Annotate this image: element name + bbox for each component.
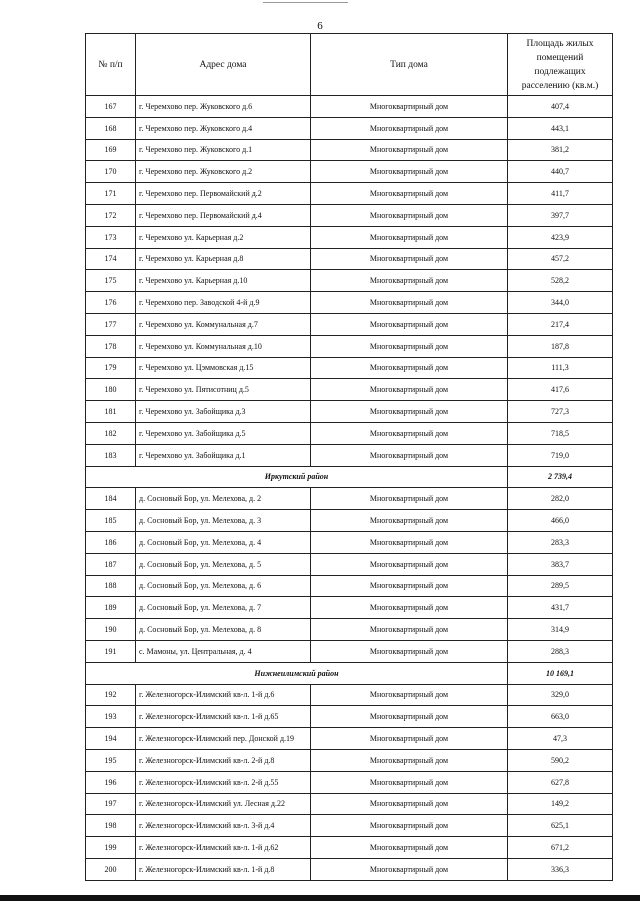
row-address: г. Черемхово пер. Первомайский д.2	[136, 183, 311, 205]
row-house-type: Многоквартирный дом	[311, 161, 508, 183]
bottom-scan-bar	[0, 895, 640, 901]
row-number: 191	[86, 640, 136, 662]
row-number: 176	[86, 292, 136, 314]
table-row	[86, 531, 613, 553]
table-row	[86, 204, 613, 226]
table-row	[86, 837, 613, 859]
row-address: д. Сосновый Бор, ул. Мелехова, д. 8	[136, 619, 311, 641]
table-body	[86, 96, 613, 881]
row-area: 289,5	[508, 575, 613, 597]
row-number: 196	[86, 771, 136, 793]
row-house-type: Многоквартирный дом	[311, 597, 508, 619]
row-number: 193	[86, 706, 136, 728]
row-address: г. Железногорск-Илимский кв-л. 2-й д.55	[136, 771, 311, 793]
row-address: г. Черемхово ул. Забойщика д.3	[136, 401, 311, 423]
header-area: Площадь жилых помещений подлежащих расселению (кв.м.)	[508, 34, 613, 96]
row-area: 440,7	[508, 161, 613, 183]
row-address: г. Черемхово ул. Карьерная д.2	[136, 226, 311, 248]
row-address: г. Железногорск-Илимский ул. Лесная д.22	[136, 793, 311, 815]
row-address: г. Железногорск-Илимский пер. Донской д.19	[136, 728, 311, 750]
row-number: 175	[86, 270, 136, 292]
row-number: 177	[86, 313, 136, 335]
row-number: 194	[86, 728, 136, 750]
table-row	[86, 226, 613, 248]
region-total-area: 2 739,4	[508, 466, 613, 488]
row-number: 195	[86, 749, 136, 771]
row-number: 200	[86, 858, 136, 880]
row-house-type: Многоквартирный дом	[311, 270, 508, 292]
row-area: 663,0	[508, 706, 613, 728]
row-house-type: Многоквартирный дом	[311, 793, 508, 815]
table-row	[86, 553, 613, 575]
row-house-type: Многоквартирный дом	[311, 553, 508, 575]
row-house-type: Многоквартирный дом	[311, 379, 508, 401]
row-number: 186	[86, 531, 136, 553]
row-address: д. Сосновый Бор, ул. Мелехова, д. 6	[136, 575, 311, 597]
table-row	[86, 401, 613, 423]
page-number: 6	[317, 20, 323, 32]
row-number: 167	[86, 96, 136, 118]
row-house-type: Многоквартирный дом	[311, 226, 508, 248]
row-number: 190	[86, 619, 136, 641]
row-address: г. Черемхово ул. Карьерная д.10	[136, 270, 311, 292]
row-address: г. Железногорск-Илимский кв-л. 1-й д.6	[136, 684, 311, 706]
row-house-type: Многоквартирный дом	[311, 401, 508, 423]
row-address: г. Железногорск-Илимский кв-л. 3-й д.4	[136, 815, 311, 837]
row-number: 183	[86, 444, 136, 466]
row-area: 719,0	[508, 444, 613, 466]
row-house-type: Многоквартирный дом	[311, 728, 508, 750]
row-area: 282,0	[508, 488, 613, 510]
row-address: д. Сосновый Бор, ул. Мелехова, д. 2	[136, 488, 311, 510]
row-address: д. Сосновый Бор, ул. Мелехова, д. 3	[136, 510, 311, 532]
row-house-type: Многоквартирный дом	[311, 575, 508, 597]
row-number: 187	[86, 553, 136, 575]
table-row	[86, 117, 613, 139]
table-row	[86, 597, 613, 619]
row-area: 283,3	[508, 531, 613, 553]
row-house-type: Многоквартирный дом	[311, 749, 508, 771]
row-area: 383,7	[508, 553, 613, 575]
row-house-type: Многоквартирный дом	[311, 96, 508, 118]
row-area: 671,2	[508, 837, 613, 859]
row-area: 528,2	[508, 270, 613, 292]
row-address: г. Железногорск-Илимский кв-л. 1-й д.8	[136, 858, 311, 880]
row-number: 197	[86, 793, 136, 815]
row-area: 314,9	[508, 619, 613, 641]
row-house-type: Многоквартирный дом	[311, 183, 508, 205]
table-row	[86, 139, 613, 161]
table-row	[86, 619, 613, 641]
row-address: г. Черемхово пер. Жуковского д.1	[136, 139, 311, 161]
housing-table	[85, 33, 613, 881]
table-row	[86, 793, 613, 815]
row-house-type: Многоквартирный дом	[311, 117, 508, 139]
row-address: г. Черемхово пер. Жуковского д.6	[136, 96, 311, 118]
region-name: Нижнеилимский район	[86, 662, 508, 684]
row-number: 181	[86, 401, 136, 423]
row-address: г. Черемхово ул. Карьерная д.8	[136, 248, 311, 270]
row-area: 217,4	[508, 313, 613, 335]
table-row	[86, 749, 613, 771]
row-area: 411,7	[508, 183, 613, 205]
row-house-type: Многоквартирный дом	[311, 204, 508, 226]
table-row	[86, 575, 613, 597]
table-row	[86, 357, 613, 379]
row-number: 198	[86, 815, 136, 837]
table-header-row	[86, 34, 613, 96]
row-area: 466,0	[508, 510, 613, 532]
row-house-type: Многоквартирный дом	[311, 771, 508, 793]
row-address: г. Железногорск-Илимский кв-л. 2-й д.8	[136, 749, 311, 771]
row-house-type: Многоквартирный дом	[311, 815, 508, 837]
row-house-type: Многоквартирный дом	[311, 335, 508, 357]
table-row	[86, 510, 613, 532]
table-row	[86, 248, 613, 270]
row-address: д. Сосновый Бор, ул. Мелехова, д. 4	[136, 531, 311, 553]
row-house-type: Многоквартирный дом	[311, 139, 508, 161]
row-house-type: Многоквартирный дом	[311, 640, 508, 662]
row-number: 180	[86, 379, 136, 401]
row-area: 397,7	[508, 204, 613, 226]
row-address: с. Мамоны, ул. Центральная, д. 4	[136, 640, 311, 662]
top-divider-line	[263, 2, 348, 3]
table-row	[86, 488, 613, 510]
row-area: 457,2	[508, 248, 613, 270]
row-house-type: Многоквартирный дом	[311, 531, 508, 553]
table-row	[86, 858, 613, 880]
row-number: 169	[86, 139, 136, 161]
row-number: 188	[86, 575, 136, 597]
table-row	[86, 379, 613, 401]
table-row	[86, 161, 613, 183]
table-row	[86, 706, 613, 728]
table-row	[86, 640, 613, 662]
row-address: г. Черемхово ул. Коммунальная д.7	[136, 313, 311, 335]
row-number: 170	[86, 161, 136, 183]
row-number: 179	[86, 357, 136, 379]
row-area: 111,3	[508, 357, 613, 379]
row-area: 590,2	[508, 749, 613, 771]
row-number: 182	[86, 422, 136, 444]
row-house-type: Многоквартирный дом	[311, 292, 508, 314]
row-number: 171	[86, 183, 136, 205]
row-area: 149,2	[508, 793, 613, 815]
row-house-type: Многоквартирный дом	[311, 858, 508, 880]
row-address: д. Сосновый Бор, ул. Мелехова, д. 5	[136, 553, 311, 575]
row-address: г. Черемхово пер. Заводской 4-й д.9	[136, 292, 311, 314]
row-area: 417,6	[508, 379, 613, 401]
table-row	[86, 684, 613, 706]
row-number: 192	[86, 684, 136, 706]
row-house-type: Многоквартирный дом	[311, 510, 508, 532]
row-address: г. Черемхово пер. Жуковского д.2	[136, 161, 311, 183]
row-address: г. Черемхово ул. Забойщика д.1	[136, 444, 311, 466]
row-house-type: Многоквартирный дом	[311, 422, 508, 444]
row-address: г. Черемхово ул. Цэммовская д.15	[136, 357, 311, 379]
table-row	[86, 335, 613, 357]
row-address: г. Черемхово пер. Жуковского д.4	[136, 117, 311, 139]
row-area: 423,9	[508, 226, 613, 248]
region-row	[86, 466, 613, 488]
row-address: г. Черемхово пер. Первомайский д.4	[136, 204, 311, 226]
row-area: 625,1	[508, 815, 613, 837]
row-area: 47,3	[508, 728, 613, 750]
table-row	[86, 422, 613, 444]
table-row	[86, 292, 613, 314]
row-house-type: Многоквартирный дом	[311, 619, 508, 641]
table-row	[86, 183, 613, 205]
row-number: 178	[86, 335, 136, 357]
row-address: г. Железногорск-Илимский кв-л. 1-й д.65	[136, 706, 311, 728]
row-house-type: Многоквартирный дом	[311, 248, 508, 270]
row-address: г. Черемхово ул. Пятисотниц д.5	[136, 379, 311, 401]
row-number: 173	[86, 226, 136, 248]
row-number: 168	[86, 117, 136, 139]
row-house-type: Многоквартирный дом	[311, 684, 508, 706]
table-row	[86, 771, 613, 793]
table-row	[86, 444, 613, 466]
table-row	[86, 270, 613, 292]
row-house-type: Многоквартирный дом	[311, 313, 508, 335]
row-address: г. Черемхово ул. Забойщика д.5	[136, 422, 311, 444]
row-house-type: Многоквартирный дом	[311, 837, 508, 859]
table-row	[86, 815, 613, 837]
row-address: г. Черемхово ул. Коммунальная д.10	[136, 335, 311, 357]
table-row	[86, 728, 613, 750]
row-area: 431,7	[508, 597, 613, 619]
row-house-type: Многоквартирный дом	[311, 444, 508, 466]
table-row	[86, 313, 613, 335]
row-house-type: Многоквартирный дом	[311, 357, 508, 379]
row-house-type: Многоквартирный дом	[311, 488, 508, 510]
row-number: 184	[86, 488, 136, 510]
row-area: 336,3	[508, 858, 613, 880]
row-area: 187,8	[508, 335, 613, 357]
region-name: Иркутский район	[86, 466, 508, 488]
table-row	[86, 96, 613, 118]
row-address: г. Железногорск-Илимский кв-л. 1-й д.62	[136, 837, 311, 859]
region-total-area: 10 169,1	[508, 662, 613, 684]
row-house-type: Многоквартирный дом	[311, 706, 508, 728]
row-area: 407,4	[508, 96, 613, 118]
row-number: 199	[86, 837, 136, 859]
header-num: № п/п	[86, 34, 136, 96]
row-area: 627,8	[508, 771, 613, 793]
row-number: 174	[86, 248, 136, 270]
row-area: 718,5	[508, 422, 613, 444]
row-area: 443,1	[508, 117, 613, 139]
row-area: 329,0	[508, 684, 613, 706]
row-address: д. Сосновый Бор, ул. Мелехова, д. 7	[136, 597, 311, 619]
header-address: Адрес дома	[136, 34, 311, 96]
row-area: 381,2	[508, 139, 613, 161]
header-type: Тип дома	[311, 34, 508, 96]
row-number: 189	[86, 597, 136, 619]
row-area: 344,0	[508, 292, 613, 314]
region-row	[86, 662, 613, 684]
row-area: 288,3	[508, 640, 613, 662]
row-number: 185	[86, 510, 136, 532]
row-area: 727,3	[508, 401, 613, 423]
row-number: 172	[86, 204, 136, 226]
